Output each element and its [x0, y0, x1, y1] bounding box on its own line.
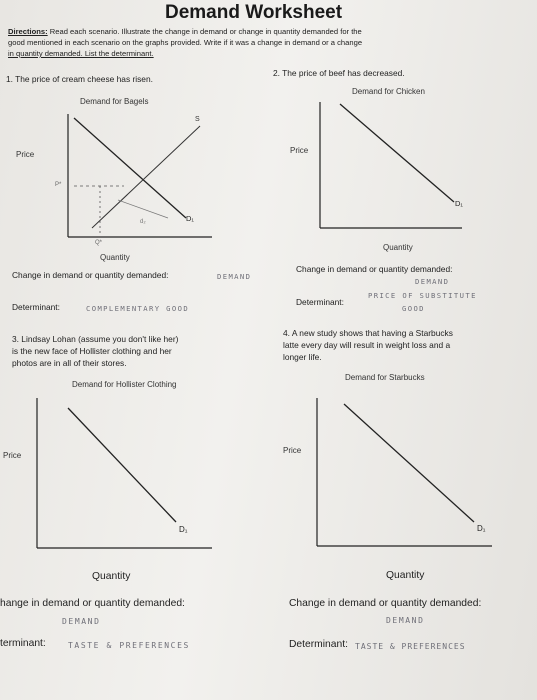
q2-determinant-answer-1: PRICE OF SUBSTITUTE — [368, 291, 477, 300]
directions-line-2: good mentioned in each scenario on the graphs provided. Write if it was a change in demand or a change — [8, 38, 363, 47]
q2-d1-mark: D₁ — [455, 199, 463, 208]
q1-determinant-label: Determinant: — [12, 302, 60, 312]
q4-determinant-label: Determinant: — [289, 639, 348, 650]
q1-supply-mark: S — [195, 116, 200, 123]
q1-price-label: Price — [16, 150, 35, 159]
q4-prompt-line-1: 4. A new study shows that having a Starbucks — [283, 328, 453, 338]
q1-p-star-mark: P* — [55, 182, 62, 188]
q4-change-label: Change in demand or quantity demanded: — [289, 598, 482, 609]
q2-prompt: 2. The price of beef has decreased. — [273, 68, 405, 78]
q3-change-label: hange in demand or quantity demanded: — [0, 598, 185, 609]
q3-quantity-label: Quantity — [92, 571, 131, 582]
q2-quantity-label: Quantity — [383, 243, 413, 252]
q1-determinant-answer: COMPLEMENTARY GOOD — [86, 304, 190, 313]
q3-prompt-line-3: photos are in all of their stores. — [12, 358, 127, 368]
q1-d1-mark: D₁ — [186, 214, 194, 223]
q2-price-label: Price — [290, 146, 309, 155]
worksheet-title: Demand Worksheet — [165, 2, 343, 23]
q4-prompt-line-2: latte every day will result in weight loss and a — [283, 340, 451, 350]
q1-change-answer: DEMAND — [217, 272, 252, 281]
q4-d1-mark: D₁ — [477, 524, 486, 533]
q3-determinant-label: terminant: — [0, 638, 46, 649]
directions-line-3: in quantity demanded. List the determinant. — [8, 49, 154, 58]
q1-q-star-mark: Q* — [95, 240, 103, 246]
q1-prompt: 1. The price of cream cheese has risen. — [6, 74, 153, 84]
directions-label: Directions: — [8, 27, 48, 36]
q4-prompt-line-3: longer life. — [283, 352, 322, 362]
q2-determinant-answer-2: GOOD — [402, 304, 425, 313]
q4-price-label: Price — [283, 446, 302, 455]
q3-prompt-line-2: is the new face of Hollister clothing and her — [12, 346, 172, 356]
q1-change-label: Change in demand or quantity demanded: — [12, 270, 169, 280]
q4-change-answer: DEMAND — [386, 616, 425, 625]
q2-graph-title: Demand for Chicken — [352, 87, 425, 96]
q4-quantity-label: Quantity — [386, 570, 425, 581]
q3-determinant-answer: TASTE & PREFERENCES — [68, 641, 190, 650]
q3-price-label: Price — [3, 451, 22, 460]
directions-text-1: Read each scenario. Illustrate the change in demand or change in quantity demanded for the — [47, 27, 362, 36]
q2-change-answer: DEMAND — [415, 277, 450, 286]
q3-graph-title: Demand for Hollister Clothing — [72, 380, 177, 389]
q1-quantity-label: Quantity — [100, 253, 130, 262]
q1-d2-mark: d₂ — [140, 219, 146, 225]
q3-d1-mark: D₁ — [179, 525, 188, 534]
q3-change-answer: DEMAND — [62, 617, 101, 626]
q1-graph-title: Demand for Bagels — [80, 97, 149, 106]
q4-graph-title: Demand for Starbucks — [345, 373, 425, 382]
q2-determinant-label: Determinant: — [296, 297, 344, 307]
q4-determinant-answer: TASTE & PREFERENCES — [355, 642, 466, 651]
q2-change-label: Change in demand or quantity demanded: — [296, 264, 453, 274]
q3-prompt-line-1: 3. Lindsay Lohan (assume you don't like her) — [12, 334, 179, 344]
q4-demand-curve-d1 — [344, 404, 474, 522]
